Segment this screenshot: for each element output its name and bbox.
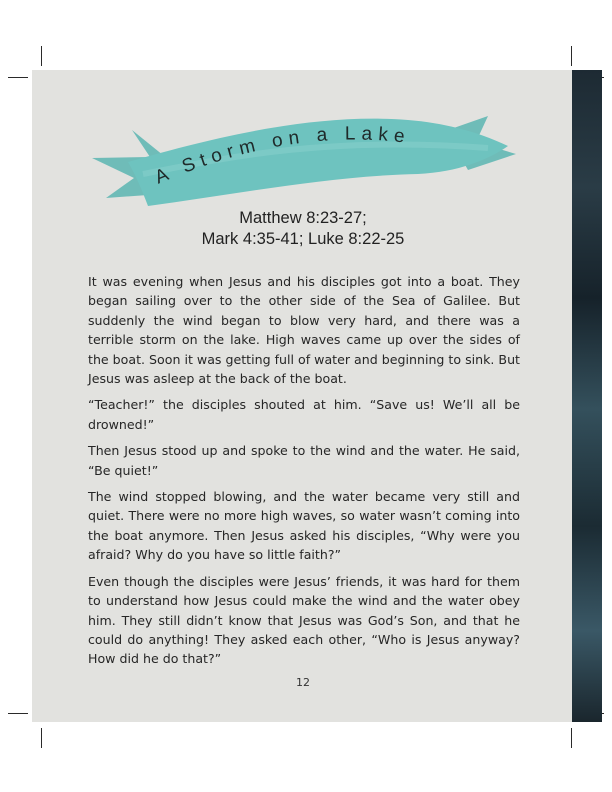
paragraph: Then Jesus stood up and spoke to the wind and the water. He said, “Be quiet!”	[88, 443, 520, 478]
scripture-reference-line-2: Mark 4:35-41; Luke 8:22-25	[201, 230, 405, 248]
page-number: 12	[296, 676, 310, 689]
crop-mark	[571, 728, 572, 748]
crop-mark	[571, 46, 572, 66]
paragraph: The wind stopped blowing, and the water became very still and quiet. There were no more high waves, so water wasn’t coming into the boat anymore. Then Jesus asked his disciples, “Why were you afraid? Why do you have so little faith?”	[88, 489, 520, 563]
paragraph: Even though the disciples were Jesus’ friends, it was hard for them to understand how Jesus could make the wind and the water obey him. They still didn’t know that Jesus was God’s Son, and that he could do anything! They asked each other, “Who is Jesus anyway? How did he do that?”	[88, 573, 520, 667]
adjacent-page-edge	[572, 70, 602, 722]
title-banner	[88, 102, 518, 214]
crop-mark	[8, 77, 28, 78]
story-body	[88, 272, 520, 676]
page-title: A Storm on a Lake	[151, 123, 412, 189]
scripture-reference-line-1: Matthew 8:23-27;	[239, 209, 367, 227]
crop-mark	[41, 46, 42, 66]
crop-mark	[41, 728, 42, 748]
paragraph: It was evening when Jesus and his disciples got into a boat. They began sailing over to the other side of the Sea of Galilee. But suddenly the wind began to blow very hard, and there was a terrible storm on the lake. High waves came up over the sides of the boat. Soon it was getting full of water and beginning to sink. But Jesus was asleep at the back of the boat.	[88, 274, 520, 387]
crop-mark	[8, 713, 28, 714]
paragraph: “Teacher!” the disciples shouted at him. “Save us! We’ll all be drowned!”	[88, 397, 520, 432]
